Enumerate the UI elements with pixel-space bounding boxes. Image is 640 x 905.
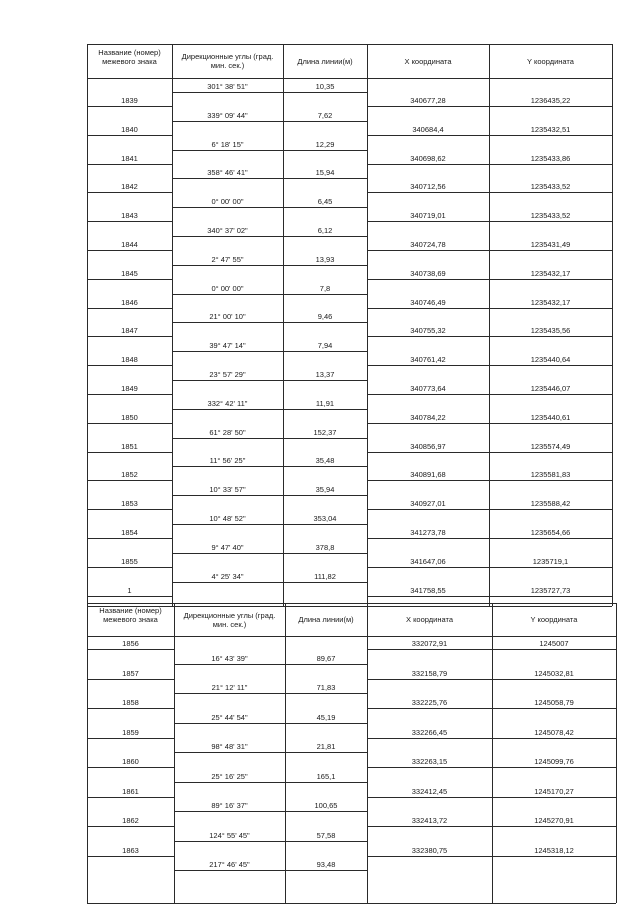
row-separator bbox=[367, 365, 612, 366]
row-separator bbox=[367, 423, 612, 424]
line-length: 353,04 bbox=[313, 514, 337, 523]
table1-header-border bbox=[87, 78, 612, 79]
table2-header-angle: Дирекционные углы (град. мин. сек.) bbox=[183, 610, 276, 629]
point-name: 1852 bbox=[121, 470, 138, 480]
point-name: 1862 bbox=[122, 816, 139, 825]
segment-separator bbox=[172, 524, 367, 525]
table2-bottom-border bbox=[87, 903, 616, 904]
line-length: 35,48 bbox=[315, 456, 335, 466]
row-separator bbox=[367, 797, 616, 798]
x-coordinate: 340927,01 bbox=[410, 499, 446, 509]
x-coordinate: 341758,55 bbox=[410, 585, 446, 595]
table2-col-line bbox=[87, 603, 88, 903]
segment-separator bbox=[174, 811, 367, 812]
table2-col-line bbox=[616, 603, 617, 903]
direction-angle: 301° 38' 51" bbox=[207, 82, 248, 91]
point-name: 1844 bbox=[121, 240, 138, 249]
point-name: 1851 bbox=[121, 441, 138, 451]
row-separator bbox=[87, 221, 172, 222]
row-separator bbox=[87, 856, 174, 857]
row-separator bbox=[367, 596, 612, 597]
x-coordinate: 332072,91 bbox=[411, 639, 448, 648]
x-coordinate: 332412,45 bbox=[411, 786, 448, 796]
row-separator bbox=[87, 738, 174, 739]
line-length: 6,12 bbox=[317, 226, 333, 235]
point-name: 1857 bbox=[122, 668, 139, 678]
y-coordinate: 1235433,52 bbox=[530, 211, 571, 221]
segment-separator bbox=[172, 322, 367, 323]
row-separator bbox=[367, 336, 612, 337]
point-name: 1850 bbox=[121, 412, 138, 422]
y-coordinate: 1245058,79 bbox=[534, 698, 574, 707]
segment-separator bbox=[174, 782, 367, 783]
y-coordinate: 1245078,42 bbox=[534, 727, 574, 737]
table1-header-name: Название (номер) межевого знака bbox=[98, 47, 161, 66]
row-separator bbox=[87, 308, 172, 309]
line-length: 111,82 bbox=[314, 571, 336, 581]
direction-angle: 16° 43' 39" bbox=[211, 653, 248, 663]
segment-separator bbox=[172, 121, 367, 122]
table1-header-length: Длина линии(м) bbox=[297, 56, 353, 66]
point-name: 1859 bbox=[122, 727, 139, 737]
line-length: 93,48 bbox=[316, 860, 336, 869]
segment-separator bbox=[172, 207, 367, 208]
y-coordinate: 1245318,12 bbox=[534, 845, 574, 855]
y-coordinate: 1235435,56 bbox=[530, 326, 571, 336]
table2-header-x: X координата bbox=[405, 615, 454, 624]
line-length: 378,8 bbox=[315, 542, 335, 552]
row-separator bbox=[367, 221, 612, 222]
row-separator bbox=[87, 649, 174, 650]
segment-separator bbox=[172, 380, 367, 381]
row-separator bbox=[367, 738, 616, 739]
row-separator bbox=[367, 164, 612, 165]
row-separator bbox=[87, 106, 172, 107]
segment-separator bbox=[172, 438, 367, 439]
line-length: 100,65 bbox=[314, 801, 338, 810]
y-coordinate: 1245170,27 bbox=[534, 786, 574, 796]
table2-col-line bbox=[367, 603, 368, 903]
row-separator bbox=[367, 649, 616, 650]
row-separator bbox=[87, 279, 172, 280]
y-coordinate: 1235588,42 bbox=[530, 499, 571, 509]
y-coordinate: 1235727,73 bbox=[530, 585, 571, 595]
segment-separator bbox=[174, 693, 367, 694]
direction-angle: 339° 09' 44" bbox=[207, 110, 248, 120]
row-separator bbox=[87, 452, 172, 453]
direction-angle: 358° 46' 41" bbox=[207, 168, 248, 178]
line-length: 89,67 bbox=[316, 653, 336, 663]
direction-angle: 11° 56' 25" bbox=[209, 456, 246, 466]
line-length: 35,94 bbox=[315, 485, 335, 495]
point-name: 1854 bbox=[121, 528, 138, 537]
row-separator bbox=[367, 308, 612, 309]
line-length: 13,37 bbox=[315, 370, 335, 379]
row-separator bbox=[367, 192, 612, 193]
row-separator bbox=[87, 538, 172, 539]
direction-angle: 124° 55' 45" bbox=[209, 830, 250, 840]
table1-header-y: Y координата bbox=[527, 56, 574, 66]
y-coordinate: 1235432,17 bbox=[530, 268, 571, 278]
point-name: 1 bbox=[127, 585, 132, 595]
direction-angle: 9° 47' 40" bbox=[211, 542, 244, 552]
table2-col-line bbox=[492, 603, 493, 903]
x-coordinate: 340719,01 bbox=[410, 211, 446, 221]
row-separator bbox=[87, 192, 172, 193]
point-name: 1843 bbox=[121, 211, 138, 221]
y-coordinate: 1245007 bbox=[539, 639, 569, 648]
x-coordinate: 332225,76 bbox=[411, 698, 448, 707]
y-coordinate: 1235446,07 bbox=[530, 384, 571, 393]
row-separator bbox=[367, 250, 612, 251]
point-name: 1849 bbox=[121, 384, 138, 393]
segment-separator bbox=[174, 723, 367, 724]
y-coordinate: 1245032,81 bbox=[534, 668, 574, 678]
point-name: 1847 bbox=[121, 326, 138, 336]
table2-header-y: Y координата bbox=[530, 615, 578, 624]
segment-separator bbox=[172, 495, 367, 496]
line-length: 152,37 bbox=[313, 427, 337, 437]
y-coordinate: 1235433,86 bbox=[530, 153, 571, 163]
point-name: 1841 bbox=[121, 153, 138, 163]
y-coordinate: 1235432,17 bbox=[530, 297, 571, 307]
y-coordinate: 1235654,66 bbox=[530, 528, 571, 537]
row-separator bbox=[367, 135, 612, 136]
row-separator bbox=[367, 106, 612, 107]
row-separator bbox=[367, 679, 616, 680]
row-separator bbox=[87, 250, 172, 251]
row-separator bbox=[87, 423, 172, 424]
segment-separator bbox=[172, 409, 367, 410]
line-length: 45,19 bbox=[316, 712, 336, 722]
row-separator bbox=[367, 394, 612, 395]
x-coordinate: 332266,45 bbox=[411, 727, 448, 737]
y-coordinate: 1235719,1 bbox=[532, 556, 569, 566]
y-coordinate: 1235581,83 bbox=[530, 470, 571, 480]
line-length: 9,46 bbox=[317, 312, 333, 322]
direction-angle: 89° 16' 37" bbox=[211, 801, 248, 810]
point-name: 1860 bbox=[122, 757, 139, 766]
segment-separator bbox=[172, 294, 367, 295]
direction-angle: 98° 48' 31" bbox=[211, 742, 248, 751]
x-coordinate: 340698,62 bbox=[410, 153, 446, 163]
direction-angle: 21° 00' 10" bbox=[209, 312, 246, 322]
x-coordinate: 341647,06 bbox=[410, 556, 446, 566]
table1-header-x: X координата bbox=[404, 56, 452, 66]
point-name: 1846 bbox=[121, 297, 138, 307]
segment-separator bbox=[172, 351, 367, 352]
x-coordinate: 340724,78 bbox=[410, 240, 446, 249]
row-separator bbox=[87, 679, 174, 680]
direction-angle: 0° 00' 00" bbox=[211, 283, 244, 293]
y-coordinate: 1245270,91 bbox=[534, 816, 574, 825]
direction-angle: 10° 33' 57" bbox=[209, 485, 246, 495]
segment-separator bbox=[174, 841, 367, 842]
line-length: 15,94 bbox=[315, 168, 335, 178]
point-name: 1848 bbox=[121, 355, 138, 365]
direction-angle: 0° 00' 00" bbox=[211, 197, 244, 207]
segment-separator bbox=[172, 178, 367, 179]
row-separator bbox=[367, 538, 612, 539]
line-length: 165,1 bbox=[316, 771, 336, 781]
table2-header-border bbox=[87, 636, 616, 637]
direction-angle: 340° 37' 02" bbox=[207, 226, 248, 235]
point-name: 1840 bbox=[121, 124, 138, 134]
x-coordinate: 340738,69 bbox=[410, 268, 446, 278]
table2-header-length: Длина линии(м) bbox=[298, 615, 354, 624]
segment-separator bbox=[172, 150, 367, 151]
line-length: 21,81 bbox=[316, 742, 336, 751]
table2-top-border bbox=[87, 603, 616, 604]
point-name: 1842 bbox=[121, 182, 138, 192]
direction-angle: 39° 47' 14" bbox=[209, 341, 246, 351]
x-coordinate: 340761,42 bbox=[410, 355, 446, 365]
direction-angle: 61° 28' 50" bbox=[209, 427, 246, 437]
segment-separator bbox=[172, 92, 367, 93]
y-coordinate: 1236435,22 bbox=[530, 96, 571, 105]
x-coordinate: 332263,15 bbox=[411, 757, 448, 766]
table1-col-line bbox=[612, 44, 613, 606]
line-length: 10,35 bbox=[315, 82, 335, 91]
row-separator bbox=[87, 365, 172, 366]
row-separator bbox=[87, 826, 174, 827]
direction-angle: 4° 25' 34" bbox=[211, 571, 244, 581]
point-name: 1853 bbox=[121, 499, 138, 509]
line-length: 12,29 bbox=[315, 139, 335, 149]
point-name: 1839 bbox=[121, 96, 138, 105]
x-coordinate: 332158,79 bbox=[411, 668, 448, 678]
direction-angle: 10° 48' 52" bbox=[209, 514, 246, 523]
x-coordinate: 340746,49 bbox=[410, 297, 446, 307]
row-separator bbox=[87, 509, 172, 510]
line-length: 11,91 bbox=[315, 398, 335, 408]
y-coordinate: 1235433,52 bbox=[530, 182, 571, 192]
x-coordinate: 332413,72 bbox=[411, 816, 448, 825]
segment-separator bbox=[172, 466, 367, 467]
x-coordinate: 340684,4 bbox=[412, 124, 444, 134]
segment-separator bbox=[174, 752, 367, 753]
direction-angle: 2° 47' 55" bbox=[211, 254, 244, 264]
row-separator bbox=[87, 336, 172, 337]
point-name: 1855 bbox=[121, 556, 138, 566]
line-length: 7,8 bbox=[319, 283, 331, 293]
y-coordinate: 1245099,76 bbox=[534, 757, 574, 766]
line-length: 7,62 bbox=[317, 110, 333, 120]
table1-top-border bbox=[87, 44, 612, 45]
row-separator bbox=[367, 452, 612, 453]
row-separator bbox=[87, 164, 172, 165]
direction-angle: 25° 44' 54" bbox=[211, 712, 248, 722]
y-coordinate: 1235574,49 bbox=[530, 441, 571, 451]
direction-angle: 332° 42' 11" bbox=[207, 398, 248, 408]
x-coordinate: 340712,56 bbox=[410, 182, 446, 192]
x-coordinate: 340755,32 bbox=[410, 326, 446, 336]
direction-angle: 21° 12' 11" bbox=[211, 683, 248, 692]
line-length: 7,94 bbox=[317, 341, 333, 351]
table1-header-angle: Дирекционные углы (град. мин. сек.) bbox=[181, 52, 274, 70]
line-length: 6,45 bbox=[317, 197, 333, 207]
point-name: 1856 bbox=[122, 639, 139, 648]
segment-separator bbox=[174, 664, 367, 665]
point-name: 1863 bbox=[122, 845, 139, 855]
segment-separator bbox=[172, 553, 367, 554]
direction-angle: 23° 57' 29" bbox=[209, 370, 246, 379]
y-coordinate: 1235440,64 bbox=[530, 355, 571, 365]
segment-separator bbox=[172, 236, 367, 237]
row-separator bbox=[367, 567, 612, 568]
x-coordinate: 341273,78 bbox=[410, 528, 446, 537]
segment-separator bbox=[172, 265, 367, 266]
table2-col-line bbox=[285, 603, 286, 903]
y-coordinate: 1235432,51 bbox=[530, 124, 571, 134]
x-coordinate: 340784,22 bbox=[410, 412, 446, 422]
x-coordinate: 340891,68 bbox=[410, 470, 446, 480]
point-name: 1858 bbox=[122, 698, 139, 707]
line-length: 71,83 bbox=[316, 683, 336, 692]
direction-angle: 217° 46' 45" bbox=[209, 860, 250, 869]
row-separator bbox=[87, 767, 174, 768]
line-length: 57,58 bbox=[316, 830, 336, 840]
direction-angle: 25° 16' 25" bbox=[211, 771, 248, 781]
table2-col-line bbox=[174, 603, 175, 903]
point-name: 1861 bbox=[122, 786, 139, 796]
direction-angle: 6° 18' 15" bbox=[211, 139, 244, 149]
row-separator bbox=[87, 394, 172, 395]
y-coordinate: 1235431,49 bbox=[530, 240, 571, 249]
segment-separator bbox=[172, 582, 367, 583]
y-coordinate: 1235440,61 bbox=[530, 412, 571, 422]
row-separator bbox=[367, 509, 612, 510]
x-coordinate: 332380,75 bbox=[411, 845, 448, 855]
line-length: 13,93 bbox=[315, 254, 335, 264]
row-separator bbox=[87, 797, 174, 798]
row-separator bbox=[367, 856, 616, 857]
row-separator bbox=[87, 135, 172, 136]
row-separator bbox=[87, 480, 172, 481]
row-separator bbox=[87, 708, 174, 709]
table2-header-name: Название (номер) межевого знака bbox=[99, 606, 162, 624]
row-separator bbox=[367, 708, 616, 709]
row-separator bbox=[87, 596, 172, 597]
x-coordinate: 340677,28 bbox=[410, 96, 446, 105]
x-coordinate: 340773,64 bbox=[410, 384, 446, 393]
segment-separator bbox=[174, 870, 367, 871]
row-separator bbox=[367, 279, 612, 280]
row-separator bbox=[367, 767, 616, 768]
x-coordinate: 340856,97 bbox=[410, 441, 446, 451]
row-separator bbox=[367, 480, 612, 481]
row-separator bbox=[367, 826, 616, 827]
point-name: 1845 bbox=[121, 268, 138, 278]
row-separator bbox=[87, 567, 172, 568]
